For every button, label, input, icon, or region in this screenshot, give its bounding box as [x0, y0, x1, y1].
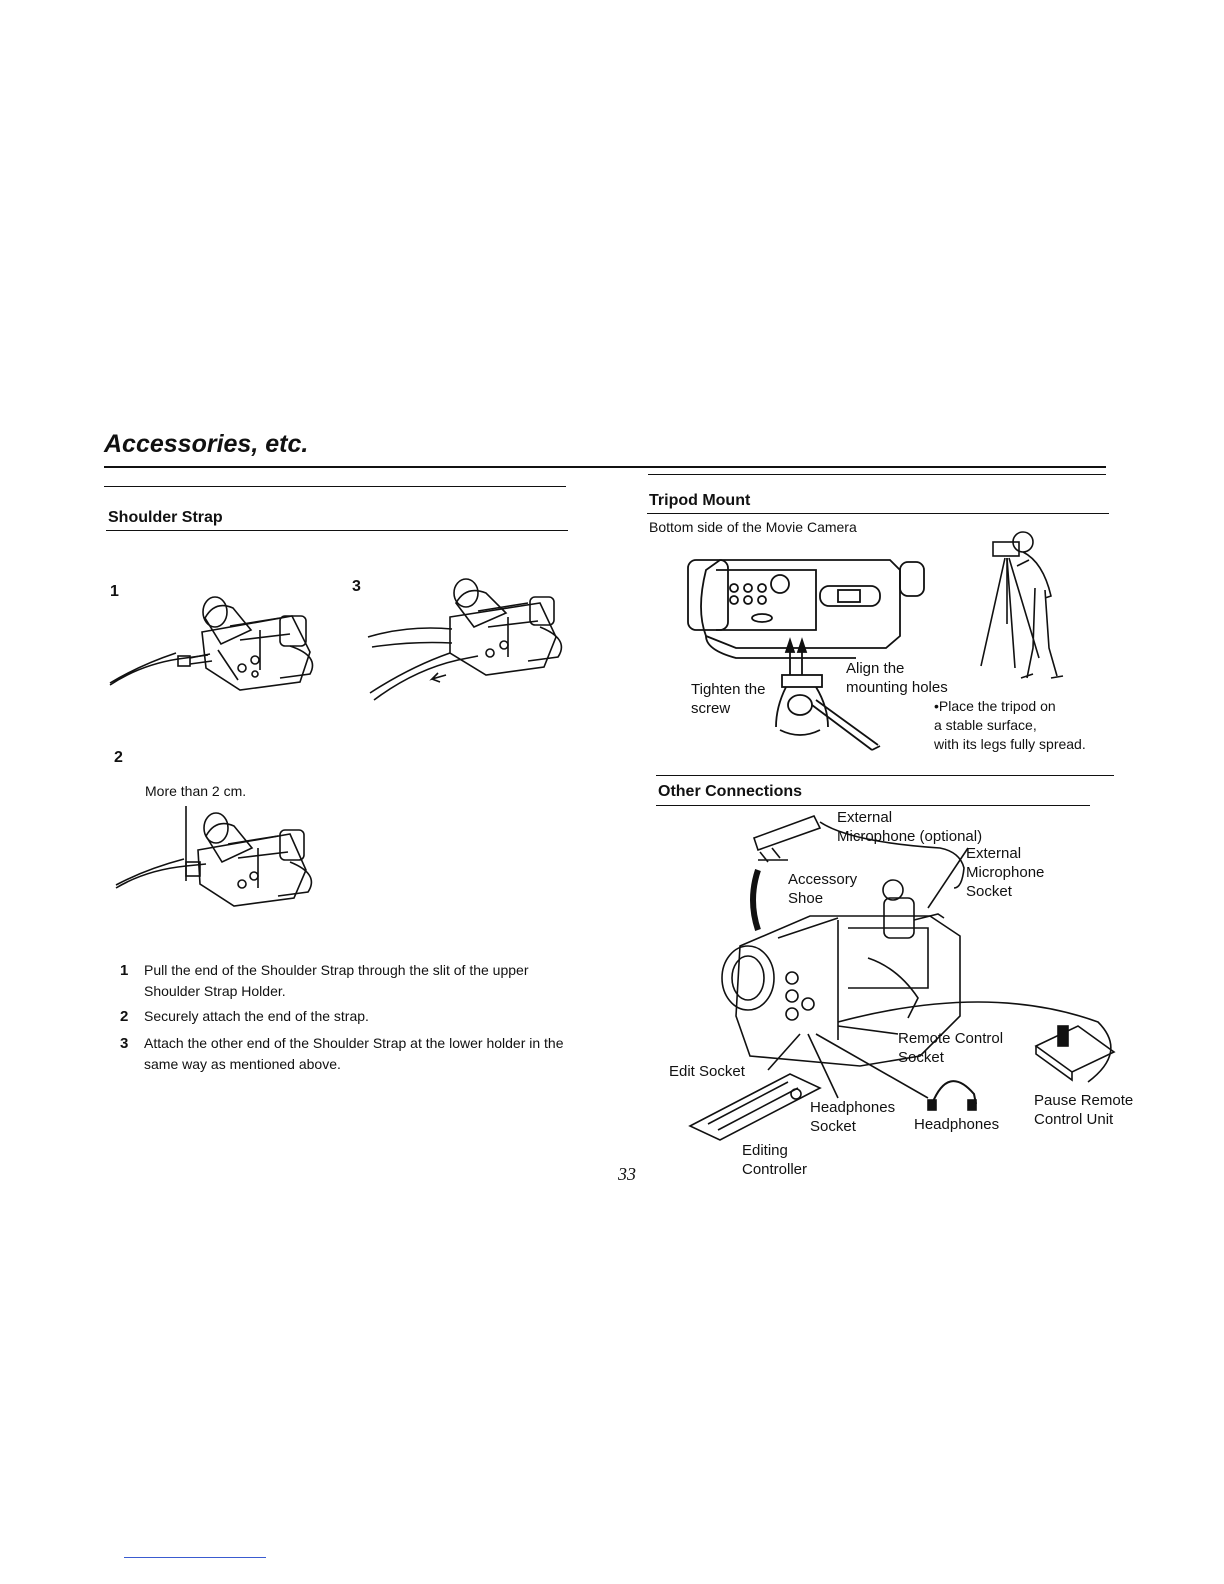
instruction-list [120, 960, 574, 1075]
tripod-note: •Place the tripod on a stable surface, with its legs fully spread. [934, 698, 1086, 752]
camera-bottom-illustration [686, 540, 936, 755]
other-connections-top-rule [656, 775, 1114, 776]
editing-controller-label: Editing Controller [742, 1142, 808, 1178]
remote-socket-label: Remote Control Socket [898, 1030, 1004, 1066]
title-rule-thin [104, 486, 566, 487]
external-mic-socket-label: External Microphone Socket [966, 845, 1045, 900]
footer-rule [124, 1557, 266, 1558]
instruction-text: Pull the end of the Shoulder Strap through the slit of the upper Shoulder Strap Holder. [144, 962, 529, 999]
step-1-label: 1 [110, 583, 119, 600]
other-connections-heading: Other Connections [658, 783, 803, 800]
strap-step2-illustration [116, 806, 316, 906]
headphones-socket-label: Headphones Socket [810, 1099, 896, 1135]
instruction-text: Securely attach the end of the strap. [144, 1008, 369, 1024]
pause-remote-label: Pause Remote Control Unit [1034, 1092, 1134, 1128]
step-3-label: 3 [352, 578, 361, 595]
headphones-label: Headphones [914, 1116, 1000, 1133]
align-holes-label: Align the mounting holes [846, 660, 948, 696]
instruction-text: Attach the other end of the Shoulder Strap at the lower holder in the same way as mentioned above. [144, 1035, 564, 1072]
tripod-mount-rule [647, 513, 1109, 514]
instruction-number: 1 [120, 962, 129, 979]
instruction-number: 3 [120, 1035, 129, 1052]
instruction-item [120, 1033, 574, 1075]
title-rule [104, 466, 1106, 468]
edit-socket-label: Edit Socket [669, 1063, 745, 1080]
instruction-number: 2 [120, 1008, 129, 1025]
step-2-note: More than 2 cm. [145, 783, 247, 799]
strap-step1-illustration [110, 590, 325, 700]
external-mic-label: External Microphone (optional) [837, 809, 983, 845]
accessory-shoe-label: Accessory Shoe [788, 871, 858, 907]
tripod-mount-heading: Tripod Mount [649, 492, 751, 509]
shoulder-strap-rule [106, 530, 568, 531]
tripod-caption: Bottom side of the Movie Camera [649, 519, 857, 535]
page-title: Accessories, etc. [104, 430, 309, 458]
page-number: 33 [618, 1164, 636, 1184]
instruction-item [120, 1006, 574, 1027]
strap-step3-illustration [368, 575, 578, 705]
instruction-item [120, 960, 574, 1002]
tripod-person-illustration [975, 528, 1075, 688]
shoulder-strap-heading: Shoulder Strap [108, 509, 223, 526]
step-2-label: 2 [114, 749, 123, 766]
other-connections-rule [656, 805, 1090, 806]
tighten-screw-label: Tighten the screw [691, 681, 766, 717]
title-rule-thin-right [648, 474, 1106, 475]
